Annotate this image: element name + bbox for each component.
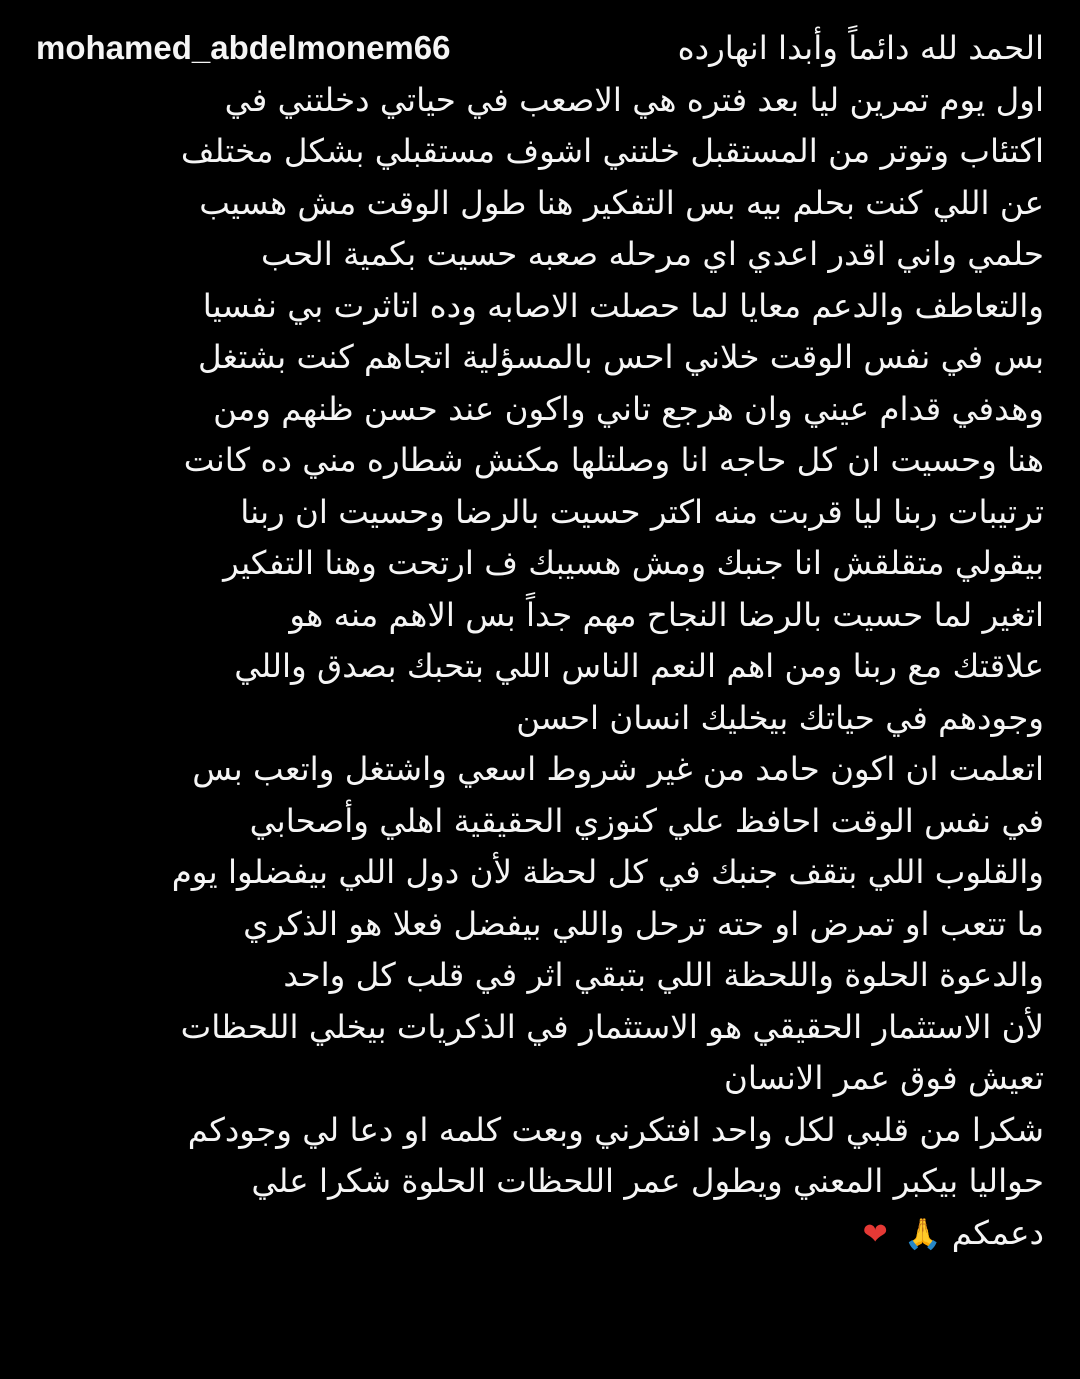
caption-line: في نفس الوقت احافظ علي كنوزي الحقيقية اهلي وأصحابي — [249, 801, 1044, 840]
caption-line: بيقولي متقلقش انا جنبك ومش هسيبك ف ارتحت وهنا التفكير — [223, 544, 1044, 582]
caption-line: وهدفي قدام عيني وان هرجع تاني واكون عند حسن ظنهم ومن — [213, 389, 1044, 428]
caption-line: تعيش فوق عمر الانسان — [724, 1059, 1044, 1097]
username-link[interactable]: mohamed_abdelmonem66 — [36, 29, 451, 66]
praying-hands-icon: 🙏 — [904, 1216, 942, 1252]
red-heart-icon: ❤ — [862, 1216, 888, 1252]
caption-line: والدعوة الحلوة واللحظة اللي بتبقي اثر في قلب كل واحد — [283, 956, 1044, 994]
caption-line: والتعاطف والدعم معايا لما حصلت الاصابه وده اتاثرت بي نفسيا — [202, 286, 1044, 325]
caption-line: بس في نفس الوقت خلاني احس بالمسؤلية اتجاهم كنت بشتغل — [198, 338, 1044, 376]
caption-line: اكتئاب وتوتر من المستقبل خلتني اشوف مستقبلي بشكل مختلف — [180, 132, 1044, 170]
caption-line: حلمي واني اقدر اعدي اي مرحله صعبه حسيت بكمية الحب — [260, 235, 1044, 273]
caption-line: شكرا من قلبي لكل واحد افتكرني وبعت كلمه او دعا لي وجودكم — [187, 1110, 1044, 1149]
caption-line: دعمكم — [951, 1213, 1044, 1252]
caption-line: الحمد لله دائماً وأبدا انهارده — [677, 29, 1044, 67]
caption-line: اتغير لما حسيت بالرضا النجاح مهم جداً بس الاهم منه هو — [289, 595, 1044, 634]
caption-line: ما تتعب او تمرض او حته ترحل واللي بيفضل فعلا هو الذكري — [243, 904, 1044, 943]
caption-line: عن اللي كنت بحلم بيه بس التفكير هنا طول الوقت مش هسيب — [199, 183, 1044, 222]
caption-line: وجودهم في حياتك بيخليك انسان احسن — [516, 698, 1044, 737]
caption-line: اول يوم تمرين ليا بعد فتره هي الاصعب في حياتي دخلتني في — [224, 80, 1044, 119]
caption-line: علاقتك مع ربنا ومن اهم النعم الناس اللي بتحبك بصدق واللي — [234, 647, 1044, 685]
caption-line: اتعلمت ان اكون حامد من غير شروط اسعي واشتغل واتعب بس — [192, 750, 1044, 788]
caption-line: ترتيبات ربنا ليا قربت منه اكتر حسيت بالرضا وحسيت ان ربنا — [240, 492, 1044, 531]
caption-line: حواليا بيكبر المعني ويطول عمر اللحظات الحلوة شكرا علي — [251, 1162, 1044, 1200]
caption-line: هنا وحسيت ان كل حاجه انا وصلتلها مكنش شطاره مني ده كانت — [183, 441, 1044, 479]
caption-last-line — [36, 1208, 1044, 1261]
post-caption — [36, 22, 1044, 1260]
caption-first-line — [36, 22, 1044, 75]
caption-line: والقلوب اللي بتقف جنبك في كل لحظة لأن دول اللي بيفضلوا يوم — [171, 853, 1044, 891]
caption-line: لأن الاستثمار الحقيقي هو الاستثمار في الذكريات بيخلي اللحظات — [180, 1007, 1044, 1046]
